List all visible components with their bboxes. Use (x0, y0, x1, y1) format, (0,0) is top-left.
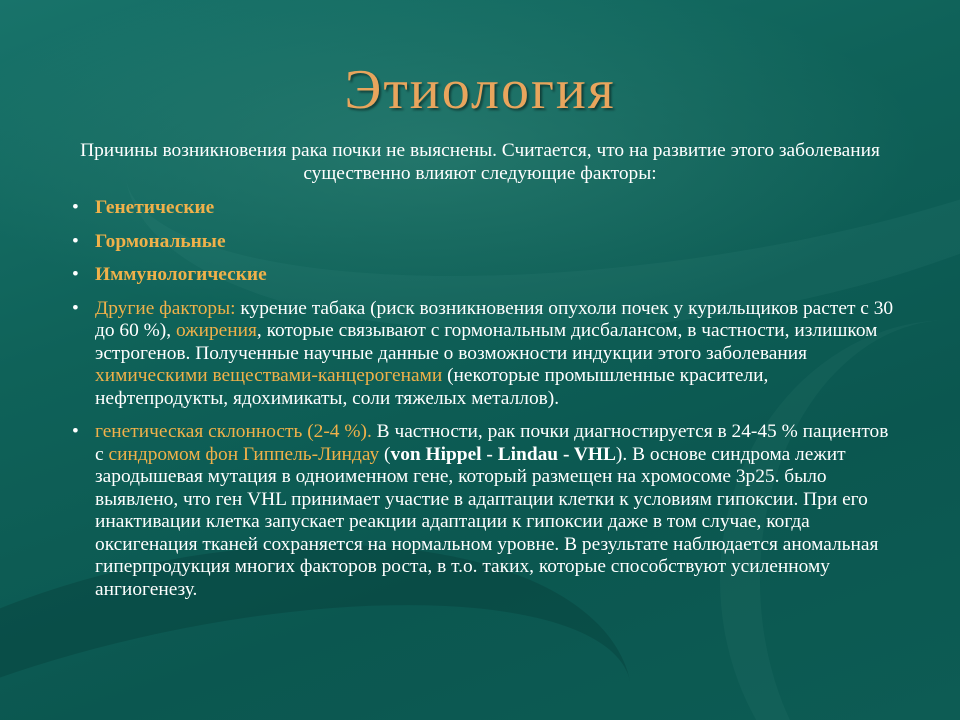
factor-other-text-3: (некоторые промышленные красители, нефтепродукты, ядохимикаты, соли тяжелых металлов). (95, 365, 769, 409)
bullet-icon: • (72, 197, 79, 218)
factor-carcinogens: химическими веществами-канцерогенами (95, 365, 443, 386)
bullet-icon: • (72, 264, 79, 285)
factor-list (60, 197, 900, 601)
factor-genetic: Генетические (95, 197, 215, 218)
list-item-immunological (60, 264, 900, 287)
factor-predisposition-text-1: В частности, рак почки диагностируется в 24-45 % пациентов с (95, 421, 889, 465)
list-item-genetic-predisposition (60, 421, 900, 601)
slide-content (60, 140, 900, 612)
factor-predisposition-text-3: ). В основе синдрома лежит зародышевая мутация в одноименном гене, который размещен на хромосоме 3р25. было выявлено, что ген VHL принимает участие в адаптации клетки к условиям гипоксии. При его инактивации клетка запускает реакции адаптации к гипоксии даже в том случае, когда оксигенация тканей сохраняется на нормальном уровне. В результате наблюдается аномальная гиперпродукция многих факторов роста, в т.о. таких, которые способствуют усиленному ангиогенезу. (95, 443, 879, 600)
factor-other-text-2: , которые связывают с гормональным дисбалансом, в частности, излишком эстрогенов. Полученные научные данные о возможности индукции этого заболевания (95, 320, 878, 364)
intro-paragraph: Причины возникновения рака почки не выяснены. Считается, что на развитие этого заболевания существенно влияют следующие факторы: (80, 140, 880, 184)
factor-immunological: Иммунологические (95, 264, 267, 285)
factor-hormonal: Гормональные (95, 230, 226, 252)
slide-title: Этиология (344, 59, 616, 121)
list-item-other-factors (60, 298, 900, 411)
bullet-icon: • (72, 297, 79, 319)
factor-obesity: ожирения (175, 320, 257, 341)
factor-vhl-name: von Hippel - Lindau - VHL (390, 443, 616, 465)
factor-predisposition-text-2: ( (379, 443, 391, 465)
factor-vhl-syndrome: синдромом фон Гиппель-Линдау (108, 443, 380, 465)
factor-other-heading: Другие факторы: (95, 297, 236, 319)
list-item-hormonal (60, 231, 900, 254)
corner-decoration (936, 618, 942, 624)
bullet-icon: • (72, 230, 79, 252)
bullet-icon: • (72, 421, 79, 442)
factor-other-text-1: курение табака (риск возникновения опухоли почек у курильщиков растет с 30 до 60 %), (95, 297, 894, 341)
list-item-genetic (60, 197, 900, 220)
factor-predisposition-heading: генетическая склонность (2-4 %). (95, 421, 372, 442)
